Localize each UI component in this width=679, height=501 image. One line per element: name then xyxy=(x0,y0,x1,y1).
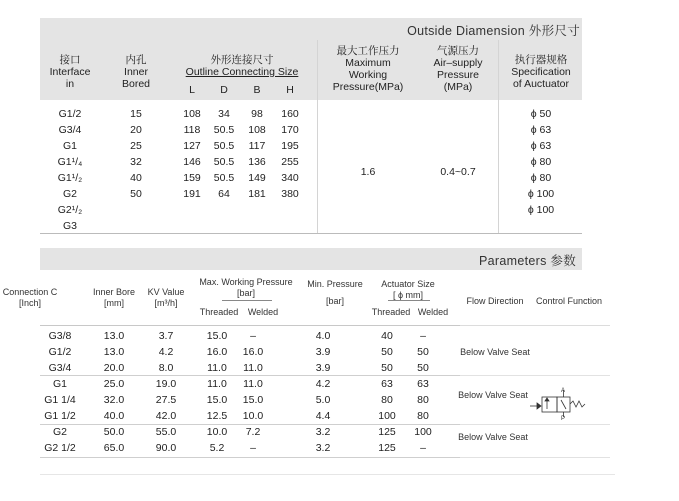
header-interface: 接口 Interface in xyxy=(49,54,91,90)
outside-cell-D: 50.5 xyxy=(213,156,235,168)
params-title: Parameters 参数 xyxy=(479,254,576,268)
outside-cell-spec: ϕ 50 xyxy=(530,108,552,120)
params-cell-aw: 80 xyxy=(417,410,429,422)
outside-cell-iface: G3/4 xyxy=(58,124,82,136)
header-B: B xyxy=(253,84,261,96)
outside-cell-L: 108 xyxy=(183,108,201,120)
flow-label-2: Below Valve Seat xyxy=(458,390,528,400)
params-bottom-line xyxy=(40,457,460,458)
outside-bottom-line xyxy=(40,233,582,234)
params-cell-mw: 7.2 xyxy=(245,426,261,438)
outside-cell-H: 255 xyxy=(281,156,299,168)
params-cell-kv: 27.5 xyxy=(155,394,177,406)
p-header-max-wp-underline xyxy=(222,300,272,301)
params-cell-mt: 11.0 xyxy=(207,378,227,390)
outside-cell-L: 159 xyxy=(183,172,201,184)
params-group-line-2 xyxy=(40,424,460,425)
header-H: H xyxy=(286,84,294,96)
header-inner-bored: 内孔 Inner Bored xyxy=(121,54,151,90)
max-pressure-value: 1.6 xyxy=(360,166,376,178)
outside-cell-spec: ϕ 100 xyxy=(527,188,555,200)
outside-cell-H: 380 xyxy=(281,188,299,200)
params-bottom-line-r xyxy=(460,457,610,458)
params-cell-mt: 12.5 xyxy=(206,410,228,422)
outside-cell-iface: G1¹/₂ xyxy=(57,172,83,184)
outside-cell-B: 117 xyxy=(248,140,266,152)
outside-cell-iface: G2 xyxy=(62,188,77,200)
params-cell-aw: 100 xyxy=(414,426,432,438)
outside-cell-iface: G1¹/₄ xyxy=(57,156,83,168)
outside-cell-iface: G1 xyxy=(62,140,77,152)
p-header-actuator: Actuator Size [ ϕ mm] xyxy=(381,279,435,300)
header-max-pressure: 最大工作压力 Maximum Working Pressure(MPa) xyxy=(332,45,404,93)
outside-cell-L: 127 xyxy=(183,140,201,152)
page-bottom-rule xyxy=(40,474,615,475)
params-cell-at: 125 xyxy=(378,426,396,438)
p-header-max-wp: Max. Working Pressure [bar] xyxy=(199,277,293,298)
outside-cell-bored: 20 xyxy=(130,124,142,136)
outside-cell-D: 50.5 xyxy=(213,124,235,136)
outside-cell-iface: G3 xyxy=(62,220,77,232)
outside-cell-B: 149 xyxy=(248,172,266,184)
params-cell-conn: G1 1/4 xyxy=(44,394,76,406)
params-cell-mw: 16.0 xyxy=(242,346,264,358)
params-cell-kv: 55.0 xyxy=(155,426,177,438)
params-group-line-1 xyxy=(40,375,460,376)
outside-cell-bored: 15 xyxy=(130,108,142,120)
params-cell-bore: 13.0 xyxy=(103,346,125,358)
params-group-line-2r xyxy=(460,424,610,425)
outside-cell-L: 191 xyxy=(183,188,201,200)
outside-cell-L: 146 xyxy=(183,156,201,168)
params-cell-at: 50 xyxy=(381,346,393,358)
outside-cell-spec: ϕ 63 xyxy=(530,124,552,136)
p-header-act-underline xyxy=(388,300,430,301)
outside-cell-spec: ϕ 63 xyxy=(530,140,552,152)
params-cell-minp: 5.0 xyxy=(315,394,331,406)
outside-cell-spec: ϕ 80 xyxy=(530,172,552,184)
params-cell-conn: G3/4 xyxy=(48,362,72,374)
outside-cell-H: 170 xyxy=(281,124,299,136)
params-cell-mt: 15.0 xyxy=(206,330,228,342)
outside-cell-spec: ϕ 100 xyxy=(527,204,555,216)
p-header-kv: KV Value [m³/h] xyxy=(147,287,185,308)
params-cell-aw: 50 xyxy=(417,346,429,358)
params-cell-conn: G1 xyxy=(52,378,67,390)
valve-symbol-icon xyxy=(528,386,598,420)
params-cell-mw: 11.0 xyxy=(243,362,263,374)
params-cell-mw: 15.0 xyxy=(242,394,264,406)
outside-cell-H: 160 xyxy=(281,108,299,120)
params-cell-bore: 20.0 xyxy=(103,362,125,374)
header-spec-actuator: 执行器规格 Specification of Auctuator xyxy=(511,54,571,90)
params-cell-mt: 15.0 xyxy=(206,394,228,406)
p-header-flow: Flow Direction xyxy=(466,296,524,306)
params-cell-mt: 5.2 xyxy=(209,442,225,454)
outside-cell-L: 118 xyxy=(183,124,201,136)
outside-cell-B: 136 xyxy=(248,156,266,168)
params-cell-minp: 4.0 xyxy=(315,330,331,342)
p-header-inner-bore: Inner Bore [mm] xyxy=(92,287,136,308)
params-cell-bore: 32.0 xyxy=(103,394,125,406)
params-cell-aw: 80 xyxy=(417,394,429,406)
params-cell-kv: 3.7 xyxy=(158,330,174,342)
p-header-act-threaded: Threaded xyxy=(371,307,411,317)
params-cell-at: 100 xyxy=(378,410,396,422)
params-cell-aw: 50 xyxy=(417,362,429,374)
params-cell-conn: G1 1/2 xyxy=(44,410,76,422)
params-cell-mw: – xyxy=(250,442,256,454)
params-cell-minp: 3.2 xyxy=(315,442,331,454)
params-cell-conn: G2 xyxy=(52,426,67,438)
params-header-line-right xyxy=(460,325,610,326)
outside-cell-H: 340 xyxy=(281,172,299,184)
params-cell-bore: 40.0 xyxy=(103,410,125,422)
params-cell-aw: – xyxy=(420,442,426,454)
params-cell-at: 80 xyxy=(381,394,393,406)
params-cell-mw: 10.0 xyxy=(242,410,264,422)
params-cell-bore: 13.0 xyxy=(103,330,125,342)
outside-cell-D: 50.5 xyxy=(213,172,235,184)
outside-cell-bored: 40 xyxy=(130,172,142,184)
p-header-act-welded: Welded xyxy=(417,307,449,317)
p-header-max-welded: Welded xyxy=(247,307,279,317)
params-cell-at: 125 xyxy=(378,442,396,454)
outside-title: Outside Diamension 外形尺寸 xyxy=(407,24,580,38)
air-supply-value: 0.4~0.7 xyxy=(440,166,476,178)
flow-label-3: Below Valve Seat xyxy=(458,432,528,442)
params-cell-minp: 4.2 xyxy=(315,378,331,390)
params-cell-kv: 8.0 xyxy=(158,362,174,374)
params-cell-minp: 3.9 xyxy=(315,362,331,374)
params-cell-minp: 3.9 xyxy=(315,346,331,358)
flow-label-1: Below Valve Seat xyxy=(460,347,530,357)
params-cell-minp: 4.4 xyxy=(315,410,331,422)
params-cell-kv: 19.0 xyxy=(155,378,177,390)
p-header-min-pressure: Min. Pressure [bar] xyxy=(307,279,363,306)
outside-cell-H: 195 xyxy=(281,140,299,152)
params-cell-mw: 11.0 xyxy=(243,378,263,390)
outside-cell-bored: 50 xyxy=(130,188,142,200)
symbol-label-a: A xyxy=(561,388,566,394)
outside-cell-B: 108 xyxy=(248,124,266,136)
params-cell-aw: – xyxy=(420,330,426,342)
outside-cell-bored: 25 xyxy=(130,140,142,152)
outside-cell-spec: ϕ 80 xyxy=(530,156,552,168)
params-cell-kv: 4.2 xyxy=(158,346,174,358)
params-cell-conn: G2 1/2 xyxy=(44,442,76,454)
p-header-max-threaded: Threaded xyxy=(199,307,239,317)
params-cell-mt: 11.0 xyxy=(207,362,227,374)
params-cell-at: 50 xyxy=(381,362,393,374)
outside-cell-bored: 32 xyxy=(130,156,142,168)
params-cell-bore: 25.0 xyxy=(103,378,125,390)
header-D: D xyxy=(220,84,228,96)
params-cell-at: 63 xyxy=(381,378,393,390)
params-header-line xyxy=(40,325,460,326)
params-cell-kv: 90.0 xyxy=(155,442,177,454)
outside-cell-iface: G2¹/₂ xyxy=(57,204,83,216)
params-cell-conn: G1/2 xyxy=(48,346,72,358)
outside-cell-B: 98 xyxy=(251,108,263,120)
params-cell-bore: 50.0 xyxy=(103,426,125,438)
params-cell-kv: 42.0 xyxy=(155,410,177,422)
p-header-connection: Connection C [Inch] xyxy=(2,287,58,308)
params-cell-minp: 3.2 xyxy=(315,426,331,438)
outside-cell-iface: G1/2 xyxy=(58,108,82,120)
params-cell-conn: G3/8 xyxy=(48,330,72,342)
header-air-supply: 气源压力 Air–supply Pressure (MPa) xyxy=(433,45,483,93)
params-cell-mw: – xyxy=(250,330,256,342)
params-cell-aw: 63 xyxy=(417,378,429,390)
p-header-control: Control Function xyxy=(535,296,603,306)
outside-cell-D: 64 xyxy=(218,188,230,200)
outside-cell-B: 181 xyxy=(248,188,266,200)
params-cell-bore: 65.0 xyxy=(103,442,125,454)
params-cell-at: 40 xyxy=(381,330,393,342)
params-cell-mt: 16.0 xyxy=(206,346,228,358)
params-cell-mt: 10.0 xyxy=(206,426,228,438)
outside-cell-D: 50.5 xyxy=(213,140,235,152)
params-group-line-1r xyxy=(460,375,610,376)
header-L: L xyxy=(189,84,195,96)
header-outline-size: 外形连接尺寸 Outline Connecting Size xyxy=(185,54,299,78)
symbol-label-p: P xyxy=(561,416,566,420)
outside-cell-D: 34 xyxy=(218,108,230,120)
